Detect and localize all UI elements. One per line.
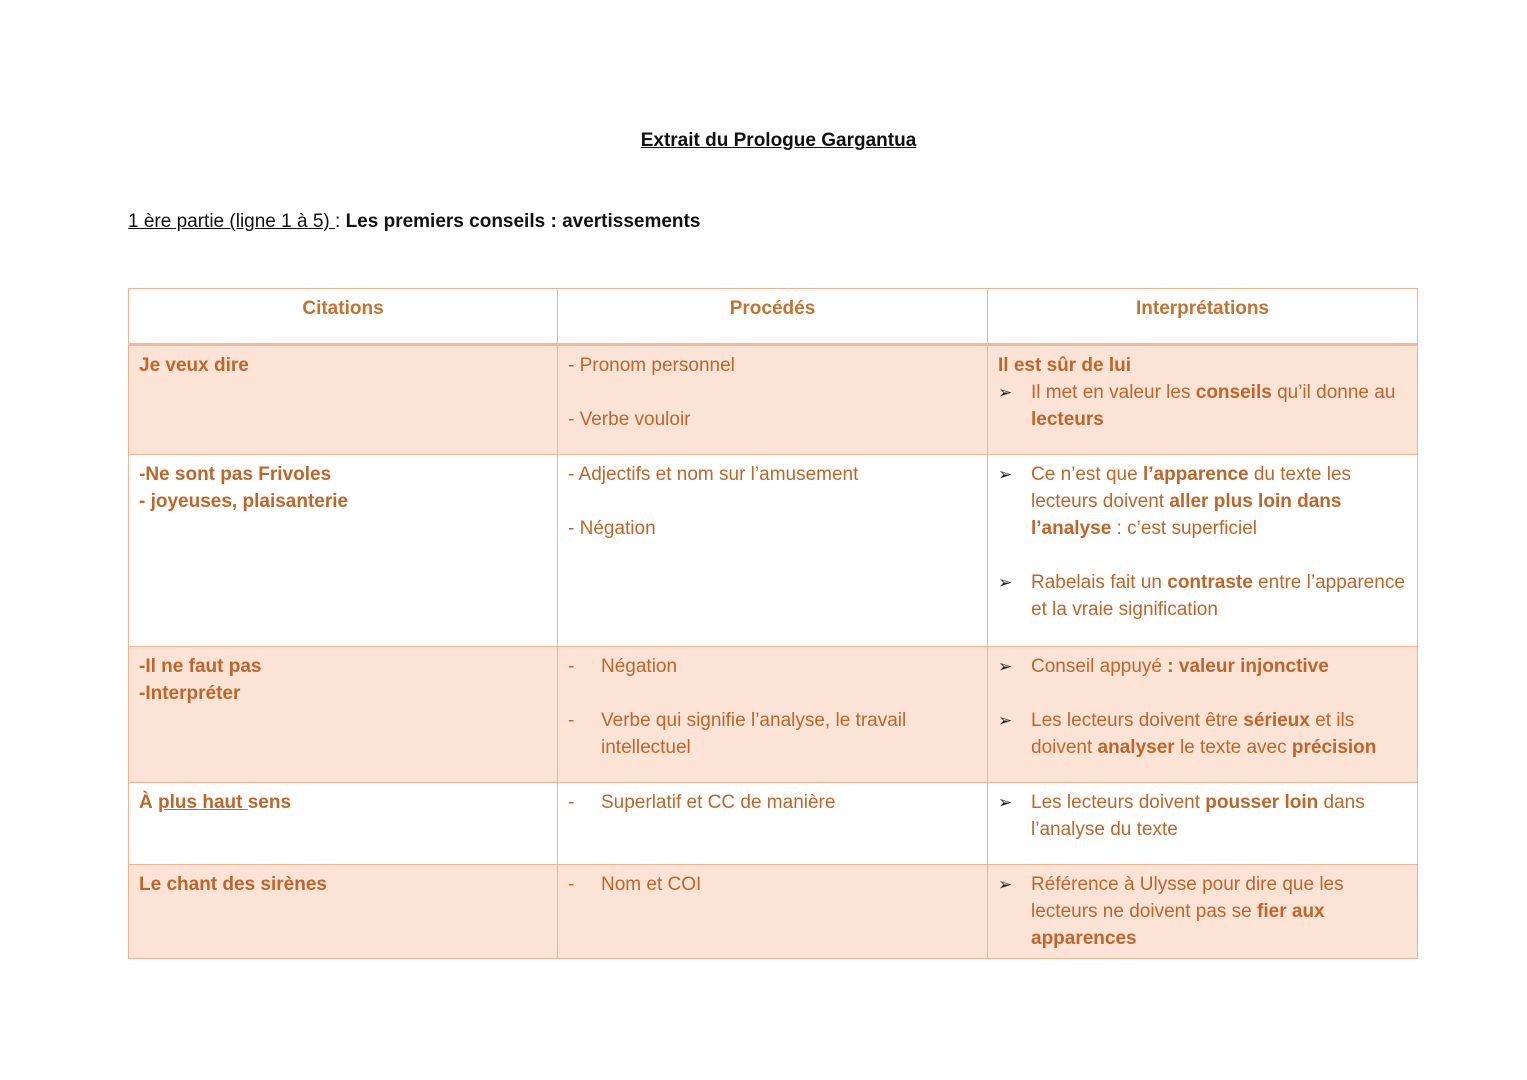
citation-cell [129, 783, 558, 865]
table-row [129, 345, 1418, 455]
procede-item: - Nom et COI [568, 871, 977, 898]
arrow-bullet-icon: ➢ [998, 573, 1013, 592]
procede-text: - Adjectifs et nom sur l’amusement [568, 464, 859, 485]
citation-text: Le chant des sirènes [139, 874, 327, 895]
section-part-label: 1 ère partie (ligne 1 à 5) [128, 211, 336, 232]
interpretation-item: ➢ Il met en valeur les conseils qu’il donne au lecteurs [998, 379, 1407, 433]
procede-item: - Verbe qui signifie l’analyse, le travail intellectuel [568, 707, 977, 761]
table-row [129, 455, 1418, 647]
interpretation-cell [988, 647, 1418, 783]
arrow-bullet-icon: ➢ [998, 465, 1013, 484]
interpretation-item: ➢ Rabelais fait un contraste entre l’apparence et la vraie signification [998, 569, 1407, 623]
interpretation-cell [988, 783, 1418, 865]
section-separator: : [335, 211, 346, 232]
table-row [129, 865, 1418, 959]
table-header-row [129, 289, 1418, 345]
procede-cell [558, 647, 988, 783]
interpretation-item: ➢ Les lecteurs doivent être sérieux et ils doivent analyser le texte avec précision [998, 707, 1407, 761]
procede-cell [558, 345, 988, 455]
procede-cell [558, 865, 988, 959]
interpretation-item: ➢ Ce n’est que l’apparence du texte les lecteurs doivent aller plus loin dans l’analyse : c’est superficiel [998, 461, 1407, 542]
procede-item: - Négation [568, 653, 977, 680]
procede-text: Nom et COI [601, 874, 702, 895]
citation-cell [129, 647, 558, 783]
arrow-bullet-icon: ➢ [998, 383, 1013, 402]
procede-cell [558, 455, 988, 647]
interpretation-title: Il est sûr de lui [998, 355, 1132, 376]
interpretation-cell [988, 865, 1418, 959]
interpretation-item: ➢ Conseil appuyé : valeur injonctive [998, 653, 1407, 680]
citation-cell [129, 345, 558, 455]
citation-text: À plus haut sens [139, 792, 292, 813]
interpretation-cell [988, 455, 1418, 647]
document-title: Extrait du Prologue Gargantua [640, 130, 917, 151]
procede-text: - Négation [568, 518, 656, 539]
procede-text: - Verbe vouloir [568, 409, 691, 430]
interpretation-item: ➢ Les lecteurs doivent pousser loin dans l’analyse du texte [998, 789, 1407, 843]
citation-cell [129, 865, 558, 959]
procede-text: - Pronom personnel [568, 355, 735, 376]
analysis-table [128, 288, 1418, 959]
citation-text: -Interpréter [139, 683, 241, 704]
arrow-bullet-icon: ➢ [998, 875, 1013, 894]
header-interpretations: Interprétations [988, 289, 1418, 345]
procede-cell [558, 783, 988, 865]
header-procedes: Procédés [558, 289, 988, 345]
arrow-bullet-icon: ➢ [998, 657, 1013, 676]
interpretation-item: ➢ Référence à Ulysse pour dire que les lecteurs ne doivent pas se fier aux apparences [998, 871, 1407, 952]
citation-text: Je veux dire [139, 355, 249, 376]
citation-text: -Ne sont pas Frivoles [139, 464, 332, 485]
arrow-bullet-icon: ➢ [998, 793, 1013, 812]
citation-text: - joyeuses, plaisanterie [139, 491, 349, 512]
section-part-title: Les premiers conseils : avertissements [345, 211, 701, 232]
table-row [129, 647, 1418, 783]
header-citations: Citations [129, 289, 558, 345]
citation-text: -Il ne faut pas [139, 656, 262, 677]
procede-text: Superlatif et CC de manière [601, 792, 836, 813]
citation-cell [129, 455, 558, 647]
procede-text: Verbe qui signifie l’analyse, le travail intellectuel [601, 710, 907, 758]
table-row [129, 783, 1418, 865]
arrow-bullet-icon: ➢ [998, 711, 1013, 730]
section-heading [128, 211, 700, 233]
interpretation-cell [988, 345, 1418, 455]
procede-item: - Superlatif et CC de manière [568, 789, 977, 816]
procede-text: Négation [601, 656, 678, 677]
